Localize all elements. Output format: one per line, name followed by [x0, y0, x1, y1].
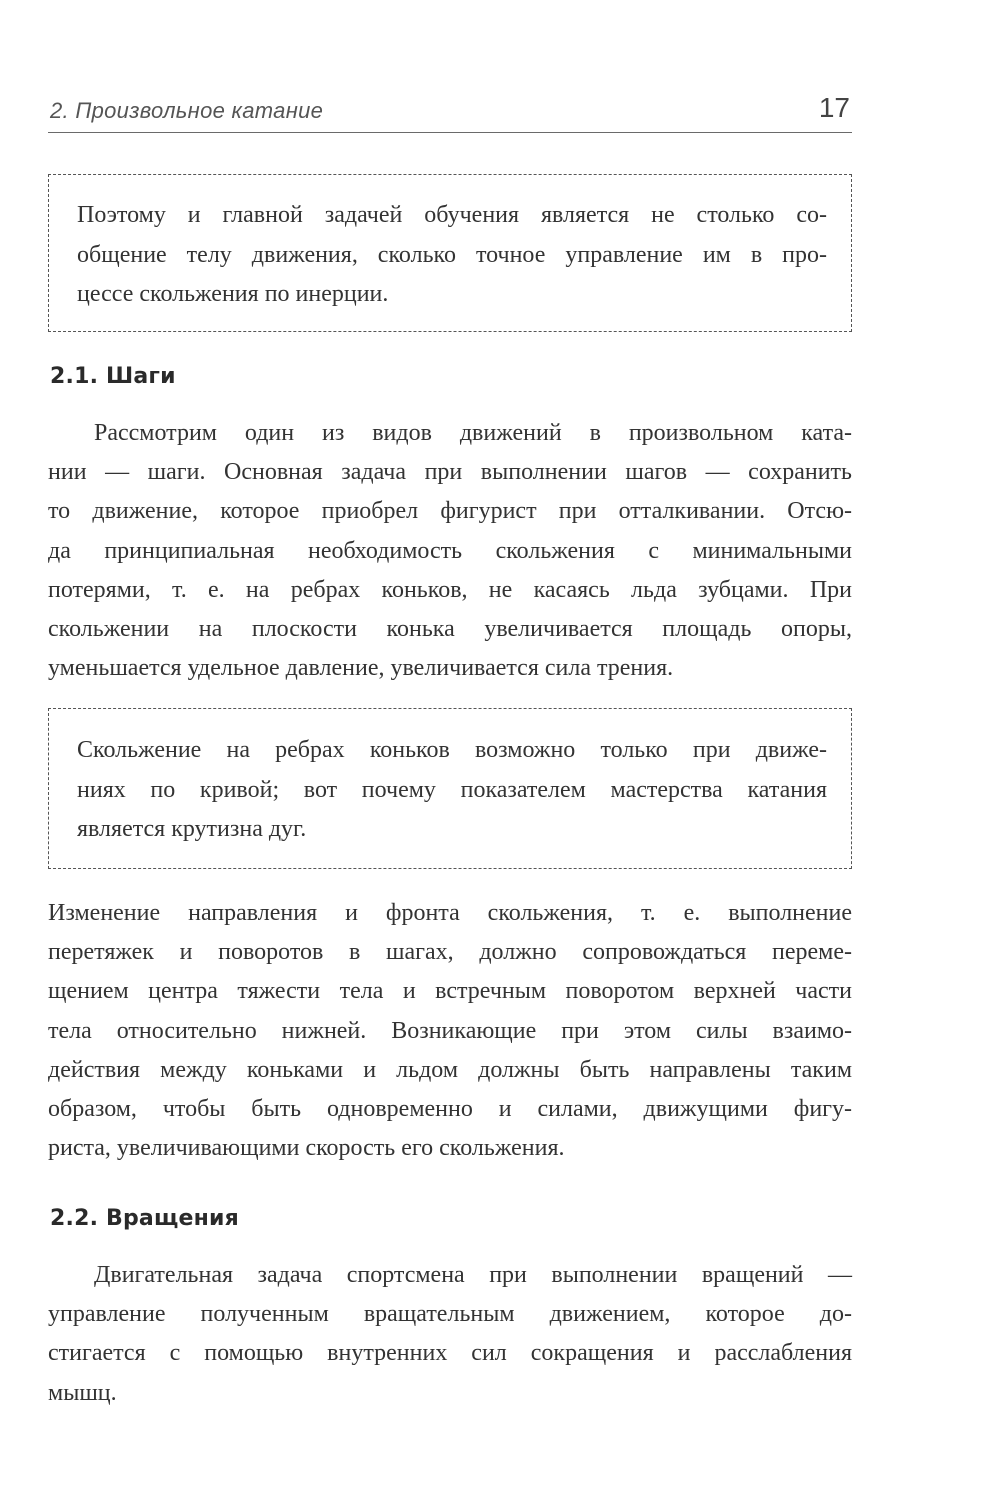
callout-box-2 — [48, 708, 852, 869]
paragraph-line: Рассмотрим один из видов движений в произвольном ката- — [94, 420, 852, 446]
paragraph-line: уменьшается удельное давление, увеличивается сила трения. — [48, 655, 674, 682]
paragraph-line: управление полученным вращательным движением, которое до- — [48, 1301, 852, 1328]
running-head-title: 2. Произвольное катание — [50, 98, 324, 123]
page-number: 17 — [818, 92, 850, 123]
paragraph-line: скольжении на плоскости конька увеличивается площадь опоры, — [48, 616, 852, 643]
callout-text-1 — [77, 196, 827, 315]
running-head — [48, 92, 852, 133]
callout-2-line: Скольжение на ребрах коньков возможно только при движе- — [77, 737, 827, 763]
paragraph-line: риста, увеличивающими скорость его скольжения. — [48, 1135, 565, 1162]
paragraph-line: то движение, которое приобрел фигурист при отталкивании. Отсю- — [48, 498, 852, 525]
callout-1-line: общение телу движения, сколько точное управление им в про- — [77, 241, 827, 268]
callout-2-line: ниях по кривой; вот почему показателем мастерства катания — [77, 776, 827, 803]
paragraph-line: образом, чтобы быть одновременно и силами, движущими фигу- — [48, 1096, 852, 1123]
callout-box-1 — [48, 174, 852, 332]
paragraph-line: Изменение направления и фронта скольжения, т. е. выполнение — [48, 900, 852, 926]
paragraph-line: нии — шаги. Основная задача при выполнении шагов — сохранить — [48, 459, 852, 486]
paragraph-line: Двигательная задача спортсмена при выполнении вращений — — [94, 1262, 852, 1288]
paragraph-line: потерями, т. е. на ребрах коньков, не касаясь льда зубцами. При — [48, 576, 852, 603]
section-1-paragraph — [48, 414, 852, 688]
callout-2-line: является крутизна дуг. — [77, 816, 307, 842]
paragraph-line: мышц. — [48, 1379, 117, 1406]
paragraph-line: действия между коньками и льдом должны быть направлены таким — [48, 1056, 852, 1083]
callout-text-2 — [77, 731, 827, 850]
section-2-paragraph — [48, 1256, 852, 1413]
paragraph-line: тела относительно нижней. Возникающие при этом силы взаимо- — [48, 1017, 852, 1044]
section-heading-spins: 2.2. Вращения — [50, 1206, 239, 1231]
callout-1-line: Поэтому и главной задачей обучения является не столько со- — [77, 202, 827, 228]
paragraph-line: стигается с помощью внутренних сил сокращения и расслабления — [48, 1340, 852, 1367]
callout-1-line: цессе скольжения по инерции. — [77, 281, 389, 307]
paragraph-line: да принципиальная необходимость скольжения с минимальными — [48, 537, 852, 564]
paragraph-line: перетяжек и поворотов в шагах, должно сопровождаться переме- — [48, 939, 852, 966]
paragraph-line: щением центра тяжести тела и встречным поворотом верхней части — [48, 978, 852, 1005]
paragraph-direction-change — [48, 894, 852, 1168]
section-heading-steps: 2.1. Шаги — [50, 364, 176, 389]
